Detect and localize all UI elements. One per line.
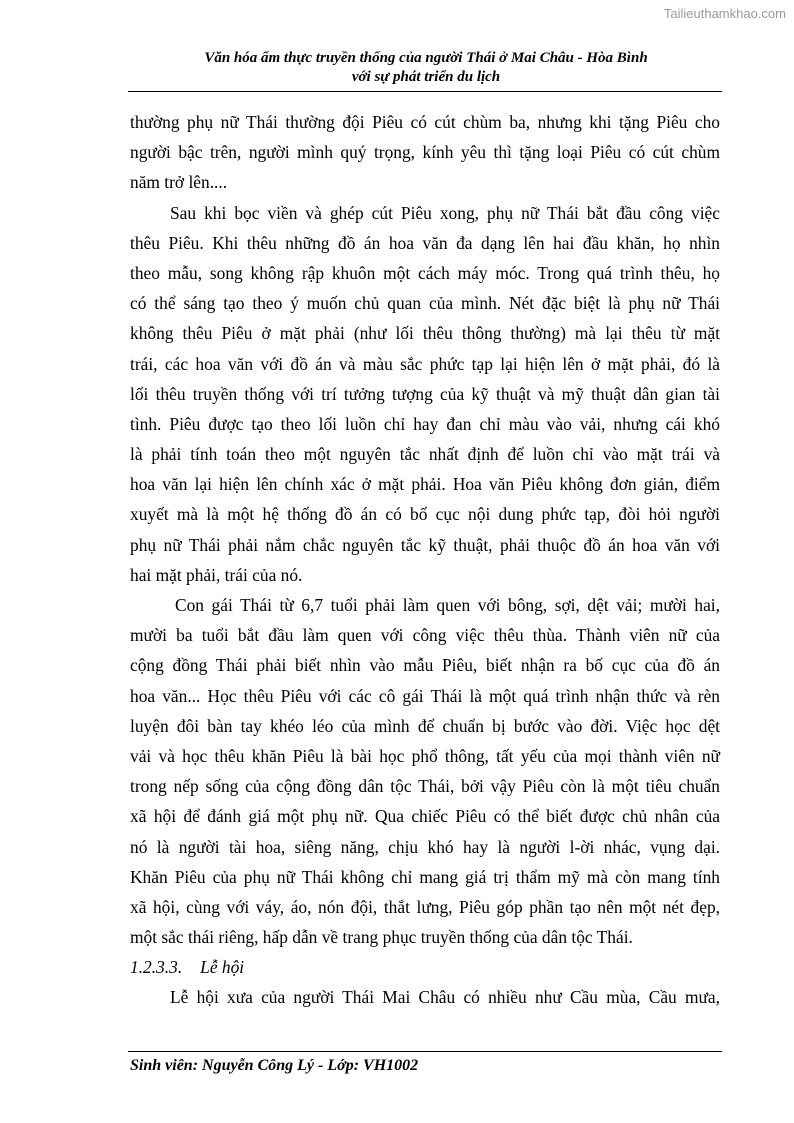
section-title: Lễ hội (200, 957, 245, 978)
paragraph-3 (130, 590, 720, 952)
text-line: lối thêu truyền thống với trí tưởng tượng của kỹ thuật và mỹ thuật dân gian tài (130, 383, 720, 404)
text-line: hai mặt phải, trái của nó. (130, 564, 303, 585)
text-line: thường phụ nữ Thái thường đội Piêu có cút chùm ba, nhưng khi tặng Piêu cho (130, 112, 720, 132)
text-line: năm trở lên.... (130, 172, 228, 193)
text-line: nó là người tài hoa, siêng năng, chịu khó hay là người l-ời nhác, vụng dại. (130, 836, 720, 857)
header-title-line-1: Văn hóa ẩm thực truyền thống của người Thái ở Mai Châu - Hòa Bình (204, 50, 648, 66)
text-line: trái, các hoa văn với đồ án và màu sắc phức tạp lại hiện lên ở mặt phải, đó là (130, 353, 720, 374)
text-line: là phải tính toán theo một nguyên tắc nhất định để luồn chỉ vào mặt trái và (130, 444, 720, 465)
text-line: vải và học thêu khăn Piêu là bài học phổ thông, tất yếu của mọi thành viên nữ (130, 745, 720, 766)
text-line: Khăn Piêu của phụ nữ Thái không chỉ mang giá trị thẩm mỹ mà còn mang tính (130, 866, 720, 887)
text-line: thêu Piêu. Khi thêu những đồ án hoa văn đa dạng lên hai đầu khăn, họ nhìn (130, 232, 720, 253)
paragraph-1 (130, 107, 720, 198)
text-line: hoa văn lại hiện lên chính xác ở mặt phải. Hoa văn Piêu không đơn giản, điểm (130, 474, 720, 495)
page-header (128, 49, 724, 87)
text-line: có thể sáng tạo theo ý muốn chủ quan của mình. Nét đặc biệt là phụ nữ Thái (130, 293, 720, 314)
text-line: trong nếp sống của cộng đồng dân tộc Thái, bởi vậy Piêu còn là một tiêu chuẩn (130, 776, 720, 797)
body-text (130, 107, 720, 1013)
text-line: tình. Piêu được tạo theo lối luồn chỉ hay đan chỉ màu vào vải, nhưng cái khó (130, 413, 720, 434)
text-line: Lễ hội xưa của người Thái Mai Châu có nhiều như Cầu mùa, Cầu mưa, (170, 987, 720, 1008)
watermark: Tailieuthamkhao.com (663, 6, 786, 21)
text-line: cộng đồng Thái phải biết nhìn vào mẫu Piêu, biết nhận ra bố cục của đồ án (130, 655, 720, 676)
header-title-line-2: với sự phát triển du lịch (351, 69, 501, 85)
text-line: Sau khi bọc viền và ghép cút Piêu xong, phụ nữ Thái bắt đầu công việc (170, 202, 720, 223)
text-line: xuyết mà là một hệ thống đồ án có bố cục nội dung phức tạp, đòi hỏi người (130, 504, 720, 525)
text-line: phụ nữ Thái phải nắm chắc nguyên tắc kỹ thuật, phải thuộc đồ án hoa văn với (130, 534, 720, 555)
text-line: xã hội, cùng với váy, áo, nón đội, thắt lưng, Piêu góp phần tạo nên một nét đẹp, (130, 896, 720, 917)
text-line: không thêu Piêu ở mặt phải (như lối thêu thông thường) mà lại thêu từ mặt (130, 323, 720, 344)
text-line: Con gái Thái từ 6,7 tuổi phải làm quen với bông, sợi, dệt vải; mười hai, (175, 595, 720, 615)
text-line: mười ba tuổi bắt đầu làm quen với công việc thêu thùa. Thành viên nữ của (130, 625, 720, 646)
text-line: luyện đôi bàn tay khéo léo của mình để chuẩn bị bước vào đời. Việc học dệt (130, 715, 720, 736)
section-number: 1.2.3.3. (130, 957, 183, 978)
paragraph-2 (130, 198, 720, 590)
text-line: một sắc thái riêng, hấp dẫn về trang phục truyền thống của dân tộc Thái. (130, 927, 633, 948)
header-divider (128, 91, 722, 92)
text-line: xã hội để đánh giá một phụ nữ. Qua chiếc Piêu có thể biết được chủ nhân của (130, 806, 720, 827)
footer-divider (128, 1051, 722, 1052)
text-line: người bậc trên, người mình quý trọng, kính yêu thì tặng loại Piêu có cút chùm (130, 142, 720, 163)
text-line: theo mẫu, song không rập khuôn một cách máy móc. Trong quá trình thêu, họ (130, 262, 720, 283)
text-line: hoa văn... Học thêu Piêu với các cô gái Thái là một quá trình nhận thức và rèn (130, 685, 720, 706)
page-footer: Sinh viên: Nguyễn Công Lý - Lớp: VH1002 (130, 1057, 419, 1074)
paragraph-4 (130, 982, 720, 1012)
section-heading (130, 952, 720, 982)
